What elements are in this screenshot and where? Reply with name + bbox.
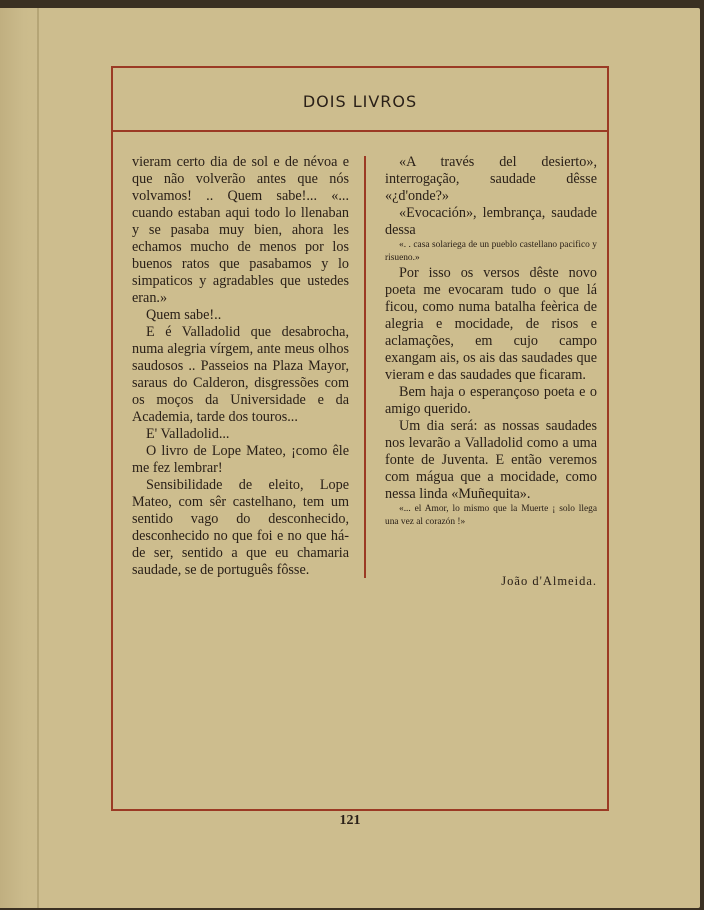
- closing-quote: «... el Amor, lo mismo que la Muerte ¡ solo llega una vez al corazón !»: [385, 504, 597, 527]
- left-column: [132, 154, 349, 579]
- book-page: [0, 8, 700, 908]
- paragraph: Quem sabe!..: [146, 307, 222, 323]
- page-gutter: [0, 8, 40, 908]
- block-quote: «. . casa solariega de un pueblo castellano pacifico y risueno.»: [385, 240, 597, 263]
- paragraph: Sensibilidade de eleito, Lope Mateo, com sêr castelhano, tem um sentido vago do desconhecido, desconhecido no que foi e no que há-de ser, sentido a que eu chamaria saudade, se de português fôsse.: [132, 477, 349, 578]
- paragraph: E' Valladolid...: [146, 426, 230, 442]
- header-rule: [113, 130, 607, 132]
- author-signature: João d'Almeida.: [501, 574, 597, 588]
- paragraph: «A través del desierto», interrogação, saudade dêsse «¿d'onde?»: [385, 154, 597, 204]
- paragraph: «Evocación», lembrança, saudade dessa: [385, 205, 597, 238]
- article-frame: [111, 66, 609, 811]
- page-fold: [37, 8, 39, 908]
- right-column: [385, 154, 597, 590]
- paragraph: Bem haja o esperançoso poeta e o amigo querido.: [385, 384, 597, 417]
- column-divider: [364, 156, 366, 578]
- page-number: 121: [339, 813, 361, 828]
- paragraph: O livro de Lope Mateo, ¡como êle me fez lembrar!: [132, 443, 349, 476]
- paragraph: vieram certo dia de sol e de névoa e que não volverão antes que nós volvamos! .. Quem sabe!... «... cuando estaban aqui todo lo llenaban y se pasaba muy bien, ahora les echamos mucho de menos por los buenos ratos que pasabamos y lo simpaticos y agradables que ustedes eran.»: [132, 154, 349, 306]
- paragraph: Por isso os versos dêste novo poeta me evocaram tudo o que lá ficou, como numa batalha feèrica de alegria e mocidade, de risos e aclamações, em cujo campo exangam ais, os ais das saudades que vieram e das saudades que ficaram.: [385, 265, 597, 383]
- paragraph: Um dia será: as nossas saudades nos levarão a Valladolid como a uma fonte de Juventa. E então veremos com mágua que a mocidade, como nessa linda «Muñequita».: [385, 418, 597, 502]
- paragraph: E é Valladolid que desabrocha, numa alegria vírgem, ante meus olhos saudosos .. Passeios na Plaza Mayor, saraus do Calderon, disgressões com os moços da Universidade e da Academia, tarde dos touros...: [132, 324, 349, 425]
- page-title: DOIS LIVROS: [302, 92, 418, 111]
